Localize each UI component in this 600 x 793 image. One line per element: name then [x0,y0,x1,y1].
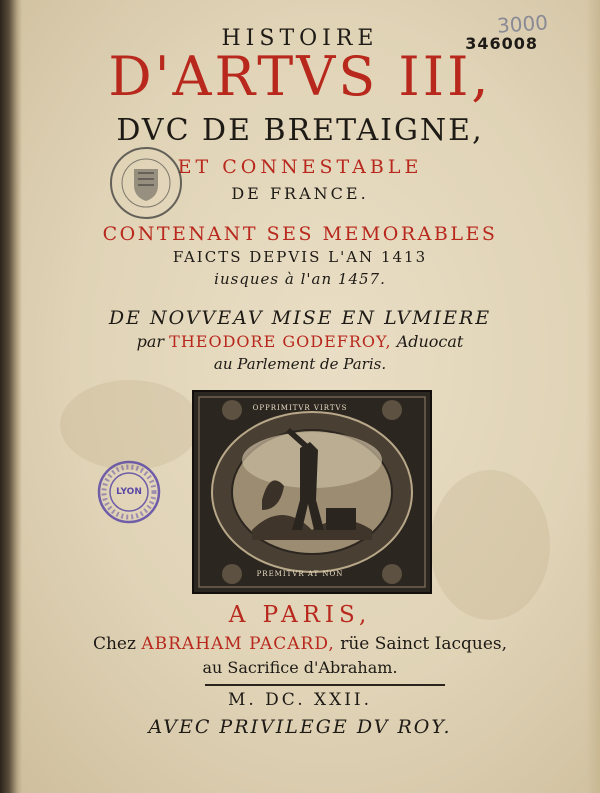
imprint-publisher: ABRAHAM PACARD, [141,634,335,654]
author-line [0,332,600,351]
title-line-histoire: HISTOIRE [221,26,379,51]
emblem-motto-bottom: PREMITVR AT NON [256,570,344,578]
armorial-stamp [108,145,184,221]
title-line-france: DE FRANCE. [231,184,369,203]
imprint-street: rüe Sainct Iacques, [340,634,508,654]
author-affiliation: au Parlement de Paris. [213,355,387,373]
title-line-dartus: D'ARTVS III, [108,45,492,108]
author-par: par [136,332,165,351]
author-name: THEODORE GODEFROY, [169,332,392,351]
subtitle-contenant: CONTENANT SES MEMORABLES [102,223,498,245]
imprint-chez: Chez [92,634,136,654]
library-stamp [97,460,161,524]
title-line-duc: DVC DE BRETAIGNE, [116,113,484,148]
emblem-motto-top: OPPRIMITVR VIRTVS [252,404,348,412]
subtitle-iusques: iusques à l'an 1457. [214,270,386,288]
printers-device-emblem [192,390,432,594]
shelfmark: 346008 [465,34,538,53]
title-line-connestable: ET CONNESTABLE [177,156,423,178]
library-stamp-label: LYON [116,487,142,497]
paper-stain [60,380,200,470]
imprint-publisher-line [0,634,600,654]
author-title: Aduocat [396,332,464,351]
paper-stain [430,470,550,620]
imprint-sign: au Sacrifice d'Abraham. [202,658,398,677]
subtitle-faicts: FAICTS DEPVIS L'AN 1413 [172,248,428,266]
imprint-city: A PARIS, [228,602,372,628]
imprint-rule [205,684,445,686]
edition-statement: DE NOVVEAV MISE EN LVMIERE [108,307,492,329]
pencil-mark: 3000 [496,10,549,38]
imprint-date: M. DC. XXII. [227,690,373,710]
privilege-statement: AVEC PRIVILEGE DV ROY. [148,716,452,738]
